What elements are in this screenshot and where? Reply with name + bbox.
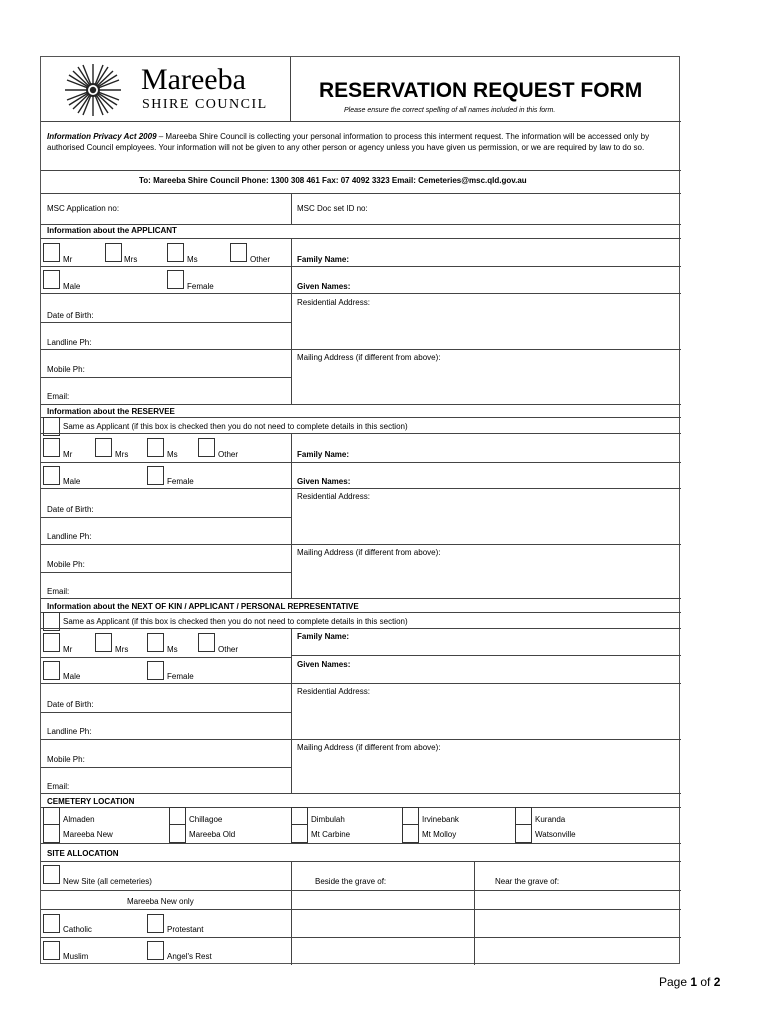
- female-checkbox[interactable]: [167, 270, 184, 289]
- section-applicant: Information about the APPLICANT: [47, 226, 177, 235]
- nok-landline-label: Landline Ph:: [47, 727, 92, 736]
- reservee-other-label: Other: [218, 450, 239, 459]
- title-mrs-label: Mrs: [124, 255, 138, 264]
- reservee-ms-label: Ms: [167, 450, 178, 459]
- reservee-landline-label: Landline Ph:: [47, 532, 92, 541]
- page-title: RESERVATION REQUEST FORM: [319, 79, 643, 102]
- reservee-male-checkbox[interactable]: [43, 466, 60, 485]
- reservee-female-checkbox[interactable]: [147, 466, 164, 485]
- title-mr-label: Mr: [63, 255, 73, 264]
- reservee-email-label: Email:: [47, 587, 70, 596]
- page-subtitle: Please ensure the correct spelling of all names included in this form.: [344, 107, 556, 114]
- nok-mr-label: Mr: [63, 645, 73, 654]
- reservee-family-name-label: Family Name:: [297, 450, 350, 459]
- reservee-given-names-label: Given Names:: [297, 477, 351, 486]
- nok-male-checkbox[interactable]: [43, 661, 60, 680]
- angels-rest-checkbox[interactable]: [147, 941, 164, 960]
- nok-ms-checkbox[interactable]: [147, 633, 164, 652]
- near-grave-label: Near the grave of:: [495, 877, 560, 886]
- nok-residential-label: Residential Address:: [297, 687, 370, 696]
- residential-address-label: Residential Address:: [297, 298, 370, 307]
- mt-carbine-label: Mt Carbine: [311, 830, 351, 839]
- title-mrs-checkbox[interactable]: [105, 243, 122, 262]
- nok-email-label: Email:: [47, 782, 70, 791]
- mt-carbine-checkbox[interactable]: [291, 824, 308, 843]
- almaden-label: Almaden: [63, 815, 95, 824]
- dimbulah-label: Dimbulah: [311, 815, 345, 824]
- doc-set-id-label: MSC Doc set ID no:: [297, 204, 368, 213]
- mareeba-new-checkbox[interactable]: [43, 824, 60, 843]
- title-ms-label: Ms: [187, 255, 198, 264]
- angels-rest-label: Angel's Rest: [167, 952, 212, 961]
- dob-label: Date of Birth:: [47, 311, 94, 320]
- catholic-checkbox[interactable]: [43, 914, 60, 933]
- title-mr-checkbox[interactable]: [43, 243, 60, 262]
- catholic-label: Catholic: [63, 925, 92, 934]
- protestant-checkbox[interactable]: [147, 914, 164, 933]
- reservee-mr-label: Mr: [63, 450, 73, 459]
- title-ms-checkbox[interactable]: [167, 243, 184, 262]
- watsonville-label: Watsonville: [535, 830, 576, 839]
- page-number: Page 1 of 2: [659, 975, 721, 989]
- male-label: Male: [63, 282, 81, 291]
- nok-female-checkbox[interactable]: [147, 661, 164, 680]
- mobile-label: Mobile Ph:: [47, 365, 85, 374]
- reservee-mobile-label: Mobile Ph:: [47, 560, 85, 569]
- reservee-mrs-label: Mrs: [115, 450, 129, 459]
- new-site-label: New Site (all cemeteries): [63, 877, 152, 886]
- privacy-notice: Information Privacy Act 2009 – Mareeba Shire Council is collecting your personal information to process this interment request. The information will be accessed only by authorised Council employees. Your information will not be given to any other person or agency unless you have given us permission, or we are required by law to do so.: [47, 132, 650, 152]
- reservee-other-checkbox[interactable]: [198, 438, 215, 457]
- logo-subtitle: SHIRE COUNCIL: [142, 97, 268, 112]
- application-no-label: MSC Application no:: [47, 204, 120, 213]
- reservation-form: [40, 56, 680, 964]
- muslim-checkbox[interactable]: [43, 941, 60, 960]
- nok-other-label: Other: [218, 645, 239, 654]
- nok-mailing-label: Mailing Address (if different from above):: [297, 743, 441, 752]
- new-site-checkbox[interactable]: [43, 865, 60, 884]
- mt-molloy-label: Mt Molloy: [422, 830, 457, 839]
- email-label: Email:: [47, 392, 70, 401]
- reservee-male-label: Male: [63, 477, 81, 486]
- reservee-residential-label: Residential Address:: [297, 492, 370, 501]
- nok-given-names-label: Given Names:: [297, 660, 351, 669]
- reservee-mrs-checkbox[interactable]: [95, 438, 112, 457]
- nok-female-label: Female: [167, 672, 194, 681]
- mareeba-new-label: Mareeba New: [63, 830, 113, 839]
- logo-name: Mareeba: [141, 63, 246, 96]
- reservee-female-label: Female: [167, 477, 194, 486]
- male-checkbox[interactable]: [43, 270, 60, 289]
- mt-molloy-checkbox[interactable]: [402, 824, 419, 843]
- family-name-label: Family Name:: [297, 255, 350, 264]
- protestant-label: Protestant: [167, 925, 204, 934]
- female-label: Female: [187, 282, 214, 291]
- chillagoe-label: Chillagoe: [189, 815, 223, 824]
- section-cemetery-location: CEMETERY LOCATION: [47, 797, 135, 806]
- beside-grave-label: Beside the grave of:: [315, 877, 387, 886]
- nok-mrs-checkbox[interactable]: [95, 633, 112, 652]
- reservee-ms-checkbox[interactable]: [147, 438, 164, 457]
- nok-same-label: Same as Applicant (if this box is checked then you do not need to complete details in this section): [63, 617, 408, 626]
- nok-dob-label: Date of Birth:: [47, 700, 94, 709]
- reservee-mr-checkbox[interactable]: [43, 438, 60, 457]
- title-other-checkbox[interactable]: [230, 243, 247, 262]
- reservee-same-label: Same as Applicant (if this box is checked then you do not need to complete details in this section): [63, 422, 408, 431]
- nok-mr-checkbox[interactable]: [43, 633, 60, 652]
- nok-family-name-label: Family Name:: [297, 632, 350, 641]
- nok-other-checkbox[interactable]: [198, 633, 215, 652]
- given-names-label: Given Names:: [297, 282, 351, 291]
- reservee-dob-label: Date of Birth:: [47, 505, 94, 514]
- title-other-label: Other: [250, 255, 271, 264]
- watsonville-checkbox[interactable]: [515, 824, 532, 843]
- mareeba-old-label: Mareeba Old: [189, 830, 236, 839]
- council-logo: [61, 63, 301, 115]
- nok-mrs-label: Mrs: [115, 645, 129, 654]
- section-next-of-kin: Information about the NEXT OF KIN / APPLICANT / PERSONAL REPRESENTATIVE: [47, 602, 359, 611]
- nok-mobile-label: Mobile Ph:: [47, 755, 85, 764]
- mareeba-old-checkbox[interactable]: [169, 824, 186, 843]
- contact-details: To: Mareeba Shire Council Phone: 1300 308 461 Fax: 07 4092 3323 Email: Cemeteries@msc.qld.gov.au: [139, 176, 527, 185]
- kuranda-label: Kuranda: [535, 815, 566, 824]
- nok-male-label: Male: [63, 672, 81, 681]
- nok-ms-label: Ms: [167, 645, 178, 654]
- section-site-allocation: SITE ALLOCATION: [47, 849, 119, 858]
- landline-label: Landline Ph:: [47, 338, 92, 347]
- irvinebank-label: Irvinebank: [422, 815, 459, 824]
- sunflower-icon: [61, 63, 131, 119]
- section-reservee: Information about the RESERVEE: [47, 407, 175, 416]
- mailing-address-label: Mailing Address (if different from above):: [297, 353, 441, 362]
- muslim-label: Muslim: [63, 952, 89, 961]
- reservee-mailing-label: Mailing Address (if different from above):: [297, 548, 441, 557]
- mareeba-new-only-label: Mareeba New only: [127, 897, 194, 906]
